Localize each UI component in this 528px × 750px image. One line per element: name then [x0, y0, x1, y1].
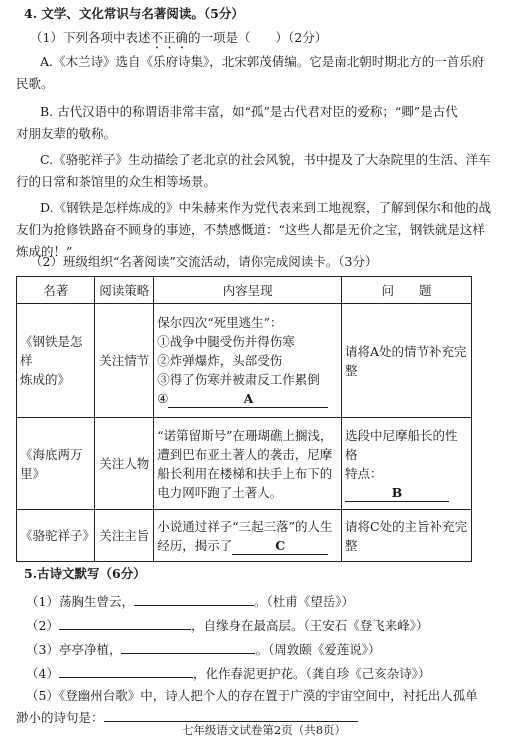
blank-c[interactable]: C — [232, 538, 328, 555]
q4-option-a-line1: A.《木兰诗》选自《乐府诗集》，北宋郭茂倩编。它是南北朝时期北方的一首乐府 — [40, 54, 485, 69]
header-content: 内容呈现 — [154, 277, 342, 304]
q5-title: 5.古诗文默写（6分） — [24, 566, 146, 581]
q4-option-c-line1: C.《骆驼祥子》生动描绘了老北京的社会风貌，书中提及了大杂院里的生活、洋车 — [40, 152, 491, 167]
row1-book-line2: 炼成的》 — [20, 372, 71, 387]
row1-question-line2: 整 — [345, 362, 358, 378]
q4-option-b-line1: B. 古代汉语中的称谓语非常丰富，如“孤”是古代君对臣的爱称；“卿”是古代 — [40, 104, 458, 119]
q5-line4-post: ，化作春泥更护花。（龚自珍《己亥杂诗》） — [192, 666, 431, 681]
row2-content-line2: 遭到巴布亚土著人的袭击，尼摩 — [157, 446, 333, 462]
row2-content — [154, 418, 342, 510]
row1-book — [17, 304, 95, 418]
row1-item4-num: ④ — [157, 391, 169, 406]
row3-content-line1: 小说通过祥子“三起三落”的人生 — [157, 518, 333, 534]
header-question: 问 题 — [342, 277, 472, 304]
row2-book: 《海底两万里》 — [17, 418, 95, 510]
q4-sub2: （2）班级组织“名著阅读”交流活动，请你完成阅读卡。（3分） — [30, 254, 378, 269]
answer-blank-2[interactable] — [59, 614, 191, 630]
q5-line1-post: 。（杜甫《望岳》） — [253, 594, 354, 609]
row1-question — [342, 304, 472, 418]
q4-option-a-line2: 民歌。 — [16, 76, 54, 91]
q4-sub1-post: 的一项是（ ）（2分） — [187, 30, 328, 45]
q5-line5b-text: 渺小的诗句是： — [16, 710, 104, 725]
q5-line3-post: 。（周敦颐《爱莲说》） — [255, 642, 381, 657]
q4-option-d-line1: D.《钢铁是怎样炼成的》中朱赫来作为党代表来到工地视察，了解到保尔和他的战 — [40, 200, 492, 215]
header-book: 名著 — [17, 277, 95, 304]
row3-content-line2-text: 经历，揭示了 — [157, 537, 233, 553]
blank-a[interactable]: A — [168, 391, 328, 408]
q4-option-c-line2: 行的日常和茶馆里的众生相等场景。 — [16, 174, 217, 189]
row1-content-title: 保尔四次“死里逃生”： — [157, 315, 283, 330]
row1-strategy: 关注情节 — [95, 304, 154, 418]
table-row — [17, 304, 472, 418]
q5-line5: （5）《登幽州台歌》中，诗人把个人的存在置于广漠的宇宙空间中，衬托出人孤单 — [26, 688, 478, 703]
row3-strategy: 关注主旨 — [95, 510, 154, 562]
table-header-row — [17, 277, 472, 304]
row3-question-line2: 整 — [345, 537, 358, 553]
page-footer: 七年级语文试卷第2页（共8页） — [181, 723, 347, 737]
row2-content-line4: 电力网吓跑了土著人。 — [157, 484, 283, 500]
q4-option-b-line2: 对朋友辈的敬称。 — [16, 126, 117, 141]
row2-content-line3: 船长利用在楼梯和扶手上布下的 — [157, 465, 333, 481]
q5-line1-pre: （1）荡胸生曾云， — [26, 594, 134, 609]
answer-blank-5[interactable] — [104, 706, 358, 722]
reading-card-table — [16, 276, 472, 562]
row2-question-line1: 选段中尼摩船长的性格 — [345, 427, 458, 462]
table-row — [17, 510, 472, 562]
row2-question-line2: 特点： — [345, 465, 383, 481]
row3-content-line2 — [157, 536, 338, 555]
row1-question-line1: 请将A处的情节补充完 — [345, 343, 467, 359]
q5-line1 — [26, 590, 354, 612]
answer-blank-4[interactable] — [59, 662, 193, 678]
blank-b[interactable]: B — [345, 485, 449, 502]
answer-blank-3[interactable] — [121, 638, 255, 654]
row3-question-line1: 请将C处的主旨补充完 — [345, 518, 468, 534]
row1-item2: ②炸弹爆炸，头部受伤 — [157, 353, 283, 368]
row3-content — [154, 510, 342, 562]
row1-item1: ①战争中腿受伤并得伤寒 — [157, 334, 295, 349]
row1-book-line1: 《钢铁是怎样 — [20, 334, 83, 368]
row1-content — [154, 304, 342, 418]
table-row — [17, 418, 472, 510]
row3-question — [342, 510, 472, 562]
q5-line2-pre: （2） — [26, 618, 59, 633]
row2-strategy: 关注人物 — [95, 418, 154, 510]
q5-line4 — [26, 662, 430, 684]
q5-line4-pre: （4） — [26, 666, 59, 681]
q5-line2-post: ，自缘身在最高层。（王安石《登飞来峰》） — [190, 618, 429, 633]
q4-option-d-line2: 友们为抢修铁路奋不顾身的事迹，不禁感慨道：“这些人都是无价之宝，钢铁就是这样 — [16, 222, 485, 237]
q4-sub1 — [30, 28, 327, 52]
row2-content-line1: “诺第留斯号”在珊瑚礁上搁浅， — [157, 427, 333, 443]
row1-item3: ③得了伤寒并被肃反工作累倒 — [157, 372, 320, 387]
row2-question — [342, 418, 472, 510]
q4-sub1-dotted: 不正确 — [150, 30, 188, 45]
q5-line2 — [26, 614, 428, 636]
row3-book: 《骆驼祥子》 — [17, 510, 95, 562]
q4-title: 4. 文学、文化常识与名著阅读。（5分） — [24, 6, 244, 21]
row1-item4 — [157, 389, 338, 408]
answer-blank-1[interactable] — [134, 590, 254, 606]
q5-line3 — [26, 638, 380, 660]
header-strategy: 阅读策略 — [95, 277, 154, 304]
q4-option-d-line3: 炼成的！” — [16, 244, 73, 259]
q4-sub1-pre: （1）下列各项中表述 — [30, 30, 151, 45]
q5-line3-pre: （3）亭亭净植， — [26, 642, 122, 657]
